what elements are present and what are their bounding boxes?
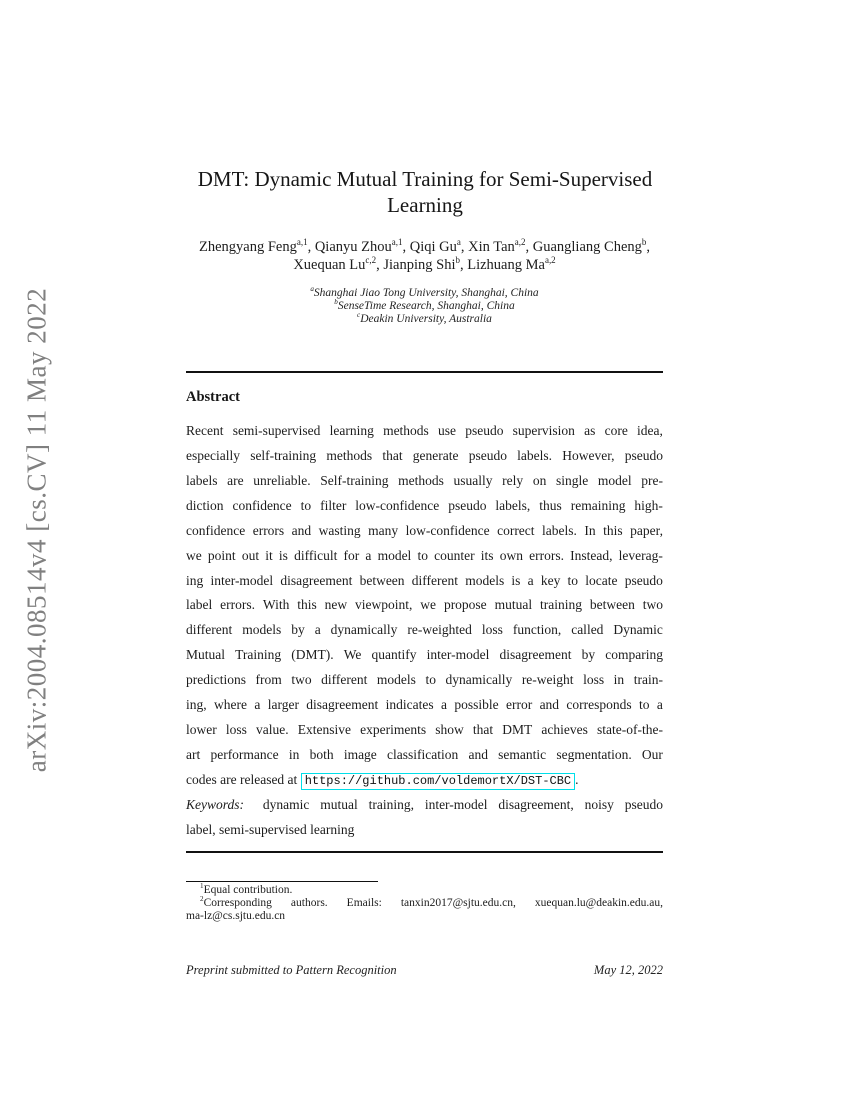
abstract-word: between — [359, 572, 405, 588]
abstract-line — [186, 469, 663, 494]
author-name: Lizhuang Ma — [467, 256, 545, 273]
keyword-word: mutual — [320, 796, 358, 812]
author-superscript: a,2 — [514, 237, 526, 248]
abstract-word: model — [377, 547, 412, 563]
abstract-word: to — [639, 697, 650, 713]
abstract-word: unreliable. — [253, 472, 311, 488]
abstract-word: a — [656, 697, 663, 713]
abstract-word: supervision — [512, 423, 575, 438]
author-superscript: a,1 — [391, 237, 403, 248]
abstract-word: mutual — [494, 597, 533, 613]
abstract-word: diction — [186, 497, 224, 513]
abstract-word: a — [365, 547, 372, 563]
footer-journal-note: Preprint submitted to Pattern Recognition — [186, 963, 397, 977]
abstract-word: point — [207, 547, 236, 563]
arxiv-watermark-text: arXiv:2004.08514v4 [cs.CV] 11 May 2022 — [21, 287, 52, 773]
abstract-word: that — [472, 722, 494, 738]
author-name: Jianping Shi — [383, 256, 456, 273]
abstract-word: image — [343, 746, 377, 762]
author-name: Qiqi Gu — [409, 239, 457, 255]
abstract-word: many — [368, 522, 399, 538]
abstract-word: are — [227, 472, 244, 488]
abstract-word: semantic — [498, 746, 547, 762]
author-name: Xuequan Lu — [293, 256, 366, 273]
abstract-word: art — [186, 746, 201, 762]
footer-date: May 12, 2022 — [593, 963, 663, 977]
abstract-word: confidence — [186, 522, 246, 538]
abstract-word: to — [567, 572, 579, 588]
abstract-word: propose — [443, 597, 487, 613]
abstract-word: predictions — [186, 672, 246, 688]
abstract-word: classification — [387, 746, 459, 762]
footnote-continuation: ma-lz@cs.sjtu.edu.cn — [186, 910, 286, 922]
abstract-word: Training — [235, 647, 282, 663]
abstract-word: use — [438, 423, 457, 438]
footnote-marker: 1 — [200, 882, 204, 891]
abstract-word: called — [571, 622, 604, 638]
abstract-word: a — [440, 697, 447, 713]
abstract-word: especially — [186, 447, 240, 463]
abstract-word: to — [300, 497, 312, 513]
footnote-marker: 2 — [200, 895, 204, 904]
abstract-body — [186, 419, 663, 843]
abstract-word: comparing — [605, 647, 663, 663]
author-name: Zhengyang Feng — [198, 239, 297, 255]
abstract-word: by — [581, 647, 596, 663]
abstract-word: low-confidence — [355, 497, 440, 513]
page-footer — [186, 963, 663, 978]
abstract-word: different — [411, 572, 458, 588]
arxiv-watermark — [22, 288, 53, 772]
abstract-word: Dynamic — [613, 622, 663, 638]
abstract-word: models — [242, 622, 282, 638]
abstract-word: counter — [434, 547, 475, 563]
affiliation-superscript: a — [310, 285, 314, 294]
abstract-word: new — [324, 597, 348, 613]
abstract-word: With — [262, 597, 290, 613]
abstract-word: pseudo — [624, 447, 663, 463]
abstract-word: on — [532, 472, 547, 488]
abstract-word: disagreement — [306, 697, 379, 713]
abstract-top-rule — [186, 371, 663, 373]
abstract-line — [186, 743, 663, 768]
abstract-word: locate — [585, 572, 618, 588]
abstract-word: rely — [502, 472, 524, 488]
abstract-word: in — [288, 746, 300, 762]
abstract-word: different — [321, 672, 368, 688]
abstract-line — [186, 544, 663, 569]
abstract-word: Extensive — [297, 722, 352, 738]
abstract-word: out — [241, 547, 260, 563]
abstract-word: is — [511, 572, 521, 588]
abstract-line — [186, 718, 663, 743]
abstract-word: disagreement — [499, 647, 572, 663]
abstract-word: corresponds — [566, 697, 632, 713]
keyword-word: dynamic — [262, 796, 310, 812]
abstract-line — [186, 444, 663, 469]
abstract-word: own — [499, 547, 523, 563]
abstract-word: and — [291, 522, 312, 538]
abstract-word: However, — [562, 447, 615, 463]
abstract-word: train- — [633, 672, 663, 688]
abstract-word: low-confidence — [405, 522, 490, 538]
author-superscript: a — [456, 237, 461, 248]
abstract-word: and — [468, 746, 488, 762]
footnote-rule — [186, 881, 378, 882]
abstract-word: high- — [634, 497, 663, 513]
abstract-word: models — [465, 572, 505, 588]
abstract-word: errors — [252, 522, 285, 538]
abstract-word: loss — [225, 722, 247, 738]
abstract-word: disagreement — [280, 572, 353, 588]
footnotes — [186, 884, 663, 923]
abstract-word: to — [425, 672, 436, 688]
abstract-line — [186, 519, 663, 544]
abstract-word: for — [343, 547, 360, 563]
abstract-word: different — [186, 622, 233, 638]
abstract-word: training — [539, 597, 582, 613]
abstract-line — [186, 668, 663, 693]
abstract-word: Mutual — [186, 647, 225, 663]
abstract-line — [186, 618, 663, 643]
affiliation-line: $^c$Deakin University, Australia — [357, 311, 492, 325]
abstract-word: function, — [512, 622, 562, 638]
abstract-word: experiments — [360, 722, 427, 738]
keyword-word: inter-model — [424, 796, 488, 812]
abstract-word: this — [603, 522, 623, 538]
keywords-line-2: label, semi-supervised learning — [186, 821, 355, 837]
abstract-word: re-weighted — [407, 622, 472, 638]
abstract-word: errors. — [529, 547, 564, 563]
abstract-word: a — [254, 697, 261, 713]
abstract-word: this — [297, 597, 317, 613]
abstract-word: re-weight — [521, 672, 574, 688]
abstract-word: labels. — [542, 522, 577, 538]
abstract-word: label — [186, 597, 213, 613]
author-superscript: b — [641, 237, 647, 248]
abstract-word: larger — [267, 697, 299, 713]
abstract-line — [186, 494, 663, 519]
abstract-word: learning — [329, 423, 374, 438]
abstract-word: is — [278, 547, 288, 563]
abstract-line — [186, 569, 663, 594]
abstract-word: labels — [186, 472, 218, 488]
abstract-word: lower — [186, 722, 217, 738]
abstract-word: loss — [583, 672, 605, 688]
abstract-word: two — [291, 672, 312, 688]
abstract-word: achieves — [541, 722, 588, 738]
abstract-word: by — [291, 622, 305, 638]
author-name: Qianyu Zhou — [314, 239, 392, 255]
abstract-word: it — [265, 547, 273, 563]
abstract-word: error — [505, 697, 533, 713]
affiliation-list — [176, 287, 673, 326]
abstract-word: indicates — [385, 697, 434, 713]
abstract-word: difficult — [294, 547, 338, 563]
abstract-word: (DMT). — [291, 647, 334, 663]
author-name: Xin Tan — [468, 239, 515, 255]
affiliation-superscript: b — [334, 298, 338, 307]
abstract-word: wasting — [318, 522, 361, 538]
keyword-word: disagreement, — [498, 796, 574, 812]
abstract-word: to — [417, 547, 428, 563]
abstract-word: ing, — [186, 697, 207, 713]
abstract-word: where — [214, 697, 247, 713]
abstract-word: a — [527, 572, 534, 588]
abstract-word: labels. — [517, 447, 553, 463]
abstract-word: that — [382, 447, 403, 463]
abstract-word: and — [539, 697, 560, 713]
abstract-word: Recent — [186, 423, 224, 438]
abstract-word: possible — [454, 697, 499, 713]
paper-title: DMT: Dynamic Mutual Training for Semi-Supervised Learning — [197, 167, 653, 217]
abstract-word: methods — [326, 447, 373, 463]
abstract-word: viewpoint, — [355, 597, 413, 613]
abstract-word: both — [309, 746, 334, 762]
footnote: $^2$Corresponding authors. Emails: tanxin2017@sjtu.edu.cn, xuequan.lu@deakin.edu.au, — [200, 895, 663, 909]
github-repo-link[interactable]: https://github.com/voldemortX/DST-CBC — [301, 773, 575, 790]
abstract-word: model — [597, 472, 632, 488]
abstract-final-line — [186, 768, 663, 793]
author-superscript: a,2 — [544, 254, 556, 265]
abstract-word: leverag- — [618, 547, 663, 563]
abstract-word: methods — [398, 472, 444, 488]
abstract-word: We — [343, 647, 362, 663]
abstract-bottom-rule — [186, 851, 663, 853]
author-list: Zhengyang Feng$^{a,1}$, Qianyu Zhou$^{a,1}$, Qiqi Gu$^a$, Xin Tan$^{a,2}$, Guangliang Cheng$^b$, Xuequan Lu$^{c,2}$, Jianping Shi$^b$, Lizhuang Ma$^{a,2}$ — [198, 237, 651, 273]
abstract-line — [186, 693, 663, 718]
affiliation-line: $^a$Shanghai Jiao Tong University, Shanghai, China — [310, 285, 539, 299]
abstract-word: thus — [539, 497, 562, 513]
abstract-word: as — [584, 423, 596, 438]
abstract-word: semi-supervised — [232, 423, 321, 438]
abstract-word: state-of-the- — [597, 722, 663, 738]
abstract-word: filter — [320, 497, 347, 513]
abstract-word: inter-model — [210, 572, 274, 588]
abstract-word: in — [613, 672, 625, 688]
abstract-word: from — [255, 672, 282, 688]
abstract-word: generate — [412, 447, 459, 463]
abstract-line — [186, 593, 663, 618]
keyword-word: pseudo — [624, 796, 663, 812]
affiliation-line: $^b$SenseTime Research, Shanghai, China — [334, 298, 515, 312]
abstract-word: Instead, — [570, 547, 613, 563]
author-name: Guangliang Cheng — [532, 239, 642, 255]
abstract-word: confidence — [232, 497, 292, 513]
abstract-word: dynamically — [445, 672, 513, 688]
abstract-word: paper, — [630, 522, 663, 538]
abstract-word: Our — [641, 746, 663, 762]
abstract-heading: Abstract — [186, 389, 240, 405]
keywords-label: Keywords: — [186, 796, 244, 812]
author-superscript: a,1 — [296, 237, 308, 248]
footnote: $^1$Equal contribution. — [200, 882, 293, 896]
abstract-word: between — [589, 597, 635, 613]
abstract-word: ing — [186, 572, 204, 588]
abstract-word: performance — [210, 746, 279, 762]
abstract-line — [186, 643, 663, 668]
abstract-final-prefix: codes are released at — [186, 771, 301, 787]
abstract-word: In — [584, 522, 596, 538]
abstract-word: dynamically — [330, 622, 398, 638]
abstract-word: methods — [383, 423, 429, 438]
abstract-word: Self-training — [320, 472, 389, 488]
abstract-word: pseudo — [468, 447, 507, 463]
abstract-word: two — [642, 597, 663, 613]
abstract-word: core — [604, 423, 628, 438]
keyword-word: training, — [368, 796, 414, 812]
keyword-word: noisy — [584, 796, 614, 812]
abstract-word: inter-model — [426, 647, 490, 663]
abstract-word: we — [186, 547, 202, 563]
author-superscript: c,2 — [365, 254, 377, 265]
affiliation-superscript: c — [357, 311, 361, 320]
abstract-word: its — [480, 547, 494, 563]
abstract-word: segmentation. — [556, 746, 632, 762]
abstract-line — [186, 419, 663, 444]
abstract-word: quantify — [371, 647, 417, 663]
abstract-word: idea, — [637, 423, 663, 438]
abstract-word: pseudo — [448, 497, 487, 513]
abstract-word: value. — [256, 722, 289, 738]
abstract-word: remaining — [570, 497, 626, 513]
abstract-word: models — [376, 672, 416, 688]
abstract-word: errors. — [220, 597, 255, 613]
abstract-word: labels, — [495, 497, 531, 513]
abstract-word: pseudo — [624, 572, 663, 588]
abstract-word: a — [314, 622, 321, 638]
abstract-final-suffix: . — [575, 771, 579, 787]
keywords-line-1 — [186, 793, 663, 818]
abstract-word: pseudo — [465, 423, 504, 438]
abstract-word: self-training — [250, 447, 317, 463]
abstract-word: pre- — [641, 472, 663, 488]
abstract-word: loss — [481, 622, 503, 638]
abstract-word: key — [540, 572, 561, 588]
abstract-word: we — [420, 597, 437, 613]
author-superscript: b — [455, 254, 460, 265]
abstract-word: show — [435, 722, 464, 738]
abstract-word: correct — [497, 522, 535, 538]
abstract-word: usually — [453, 472, 493, 488]
abstract-word: single — [555, 472, 589, 488]
abstract-word: DMT — [502, 722, 533, 738]
